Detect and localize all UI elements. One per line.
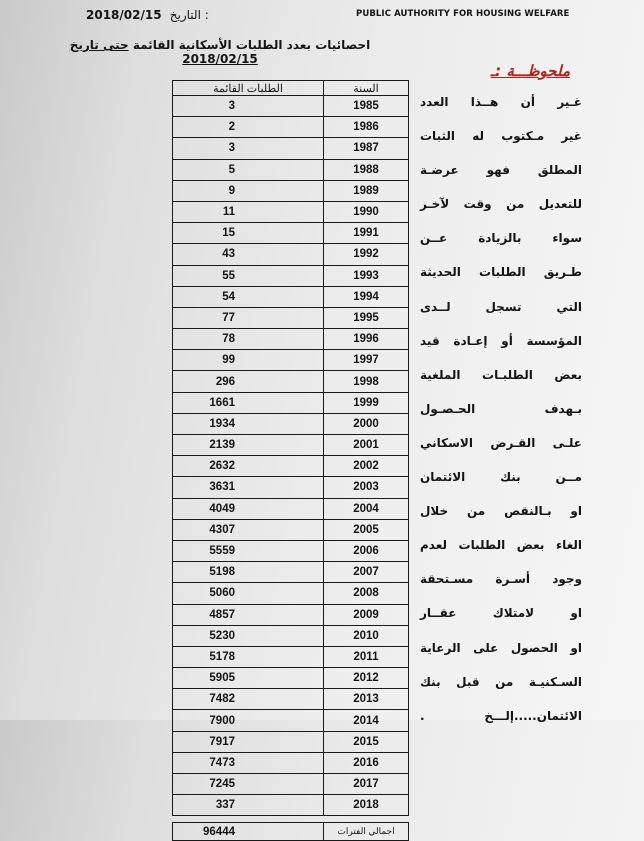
year-cell: 1994: [324, 286, 409, 307]
requests-cell: 5559: [173, 540, 324, 561]
table-row: [173, 307, 409, 328]
year-cell: 1991: [324, 223, 409, 244]
year-cell: 2000: [324, 413, 409, 434]
year-cell: 1987: [324, 138, 409, 159]
requests-cell: 15: [173, 223, 324, 244]
year-cell: 1998: [324, 371, 409, 392]
year-cell: 2001: [324, 435, 409, 456]
note-line: غـير أن هــذا العدد: [420, 95, 582, 109]
requests-cell: 5178: [173, 646, 324, 667]
year-cell: 2004: [324, 498, 409, 519]
date-value: 2018/02/15: [86, 8, 162, 22]
table-row: [173, 435, 409, 456]
total-row: [173, 823, 409, 841]
year-cell: 2014: [324, 710, 409, 731]
table-row: [173, 138, 409, 159]
table-row: [173, 498, 409, 519]
note-heading: ملحوظـــة :ـ: [490, 62, 570, 80]
requests-cell: 4049: [173, 498, 324, 519]
year-cell: 1988: [324, 159, 409, 180]
note-line: للتعديل من وقت لآخـر: [420, 197, 582, 212]
requests-cell: 337: [173, 795, 324, 816]
requests-cell: 78: [173, 329, 324, 350]
year-cell: 2011: [324, 646, 409, 667]
requests-cell: 7900: [173, 710, 324, 731]
requests-cell: 2632: [173, 456, 324, 477]
table-header-row: [173, 81, 409, 96]
year-cell: 1990: [324, 201, 409, 222]
requests-cell: 7917: [173, 731, 324, 752]
requests-cell: 2139: [173, 435, 324, 456]
requests-cell: 3631: [173, 477, 324, 498]
total-value: 96444: [173, 823, 324, 841]
requests-column-header: الطلبات القائمة: [173, 81, 324, 96]
requests-cell: 54: [173, 286, 324, 307]
year-cell: 2017: [324, 774, 409, 795]
requests-cell: 1661: [173, 392, 324, 413]
year-cell: 2012: [324, 668, 409, 689]
note-line: الائتمان.....إلـــخ .: [420, 708, 582, 723]
year-cell: 1996: [324, 329, 409, 350]
table-row: [173, 795, 409, 816]
table-row: [173, 540, 409, 561]
requests-cell: 7482: [173, 689, 324, 710]
table-row: [173, 774, 409, 795]
note-line: بـهدف الحـصـول: [420, 401, 582, 416]
year-cell: 2009: [324, 604, 409, 625]
requests-cell: 3: [173, 138, 324, 159]
note-body: [420, 92, 582, 740]
year-cell: 1999: [324, 392, 409, 413]
requests-cell: 11: [173, 201, 324, 222]
table-row: [173, 668, 409, 689]
table-row: [173, 519, 409, 540]
table-row: [173, 371, 409, 392]
table-spacer: [173, 816, 409, 823]
requests-cell: 77: [173, 307, 324, 328]
year-cell: 2008: [324, 583, 409, 604]
requests-cell: 5060: [173, 583, 324, 604]
note-line: مــن بنك الائتمان: [420, 470, 582, 485]
requests-cell: 5198: [173, 562, 324, 583]
requests-table: [172, 80, 409, 841]
year-cell: 1989: [324, 180, 409, 201]
year-cell: 2013: [324, 689, 409, 710]
year-cell: 1995: [324, 307, 409, 328]
requests-cell: 296: [173, 371, 324, 392]
note-line: علـى القـرض الاسكاني: [420, 435, 582, 450]
note-line: السـكنيـة من قبل بنك: [420, 674, 582, 689]
year-cell: 2015: [324, 731, 409, 752]
year-cell: 1986: [324, 117, 409, 138]
year-cell: 1992: [324, 244, 409, 265]
table-row: [173, 244, 409, 265]
table-row: [173, 477, 409, 498]
note-line: سواء بالزيادة عــن: [420, 231, 582, 246]
table-footer: [173, 816, 409, 841]
table-row: [173, 201, 409, 222]
note-line: بعض الطلبـات الملغية: [420, 367, 582, 382]
year-cell: 2005: [324, 519, 409, 540]
title-until: حتى تاريخ: [69, 38, 129, 52]
note-line: وجود أسـرة مسـتحقة: [420, 572, 582, 587]
requests-cell: 2: [173, 117, 324, 138]
table-row: [173, 731, 409, 752]
year-cell: 1997: [324, 350, 409, 371]
year-cell: 2006: [324, 540, 409, 561]
note-line: او الحصول على الرعاية: [420, 640, 582, 655]
requests-cell: 3: [173, 96, 324, 117]
table-row: [173, 265, 409, 286]
document-title: [60, 38, 380, 66]
table-row: [173, 710, 409, 731]
requests-cell: 1934: [173, 413, 324, 434]
table-row: [173, 329, 409, 350]
requests-cell: 43: [173, 244, 324, 265]
table-row: [173, 350, 409, 371]
table-row: [173, 159, 409, 180]
year-cell: 2002: [324, 456, 409, 477]
requests-cell: 7245: [173, 774, 324, 795]
document-date: [86, 8, 209, 22]
table-row: [173, 625, 409, 646]
table-row: [173, 583, 409, 604]
table-row: [173, 456, 409, 477]
note-line: المؤسسة أو إعـادة قيد: [420, 333, 582, 348]
table-row: [173, 689, 409, 710]
table-row: [173, 646, 409, 667]
organization-name: PUBLIC AUTHORITY FOR HOUSING WELFARE: [356, 9, 570, 19]
total-label: اجمالي الفترات: [324, 823, 409, 841]
date-label: التاريخ :: [169, 8, 209, 22]
table-body: [173, 96, 409, 816]
table-row: [173, 180, 409, 201]
requests-cell: 5: [173, 159, 324, 180]
table-row: [173, 752, 409, 773]
requests-cell: 99: [173, 350, 324, 371]
requests-cell: 7473: [173, 752, 324, 773]
title-date: 2018/02/15: [182, 52, 258, 66]
note-line: او لامتلاك عقــار: [420, 606, 582, 621]
year-cell: 2007: [324, 562, 409, 583]
note-line: المطلق فهو عرضـة: [420, 163, 582, 178]
requests-cell: 4857: [173, 604, 324, 625]
title-text: احصائيات بعدد الطلبات الأسكانية القائمة: [132, 38, 371, 52]
table-row: [173, 413, 409, 434]
year-cell: 2003: [324, 477, 409, 498]
year-cell: 2010: [324, 625, 409, 646]
requests-cell: 5905: [173, 668, 324, 689]
year-cell: 1985: [324, 96, 409, 117]
note-line: او بـالنقص من خلال: [420, 504, 582, 519]
note-line: الغاء بعض الطلبات لعدم: [420, 538, 582, 553]
note-line: طـريق الطلبات الحديثة: [420, 265, 582, 280]
table-row: [173, 562, 409, 583]
table-row: [173, 392, 409, 413]
note-line: غير مـكتوب له الثبات: [420, 129, 582, 144]
year-cell: 2016: [324, 752, 409, 773]
year-cell: 1993: [324, 265, 409, 286]
year-column-header: السنة: [324, 81, 409, 96]
note-line: التي تسجل لــدى: [420, 299, 582, 314]
table-row: [173, 604, 409, 625]
table-row: [173, 117, 409, 138]
requests-cell: 5230: [173, 625, 324, 646]
requests-cell: 9: [173, 180, 324, 201]
table-row: [173, 223, 409, 244]
requests-cell: 55: [173, 265, 324, 286]
table-row: [173, 286, 409, 307]
year-cell: 2018: [324, 795, 409, 816]
table-row: [173, 96, 409, 117]
requests-cell: 4307: [173, 519, 324, 540]
